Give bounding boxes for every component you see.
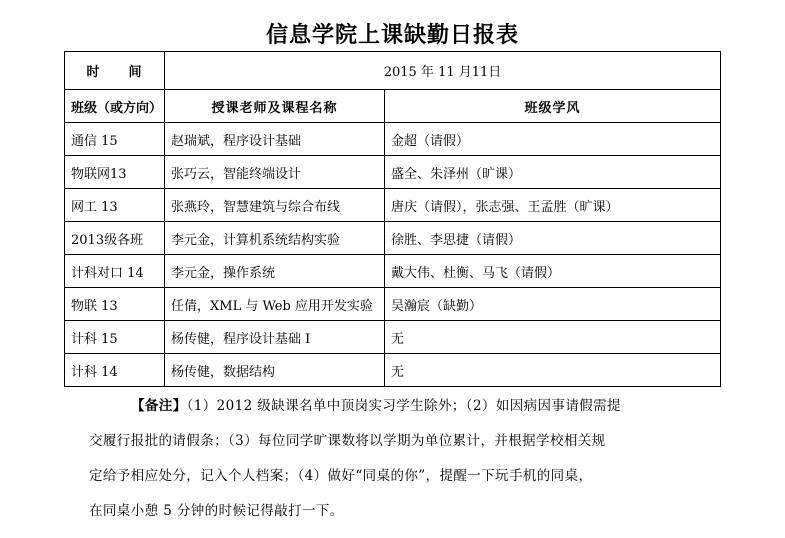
- table-row: [65, 321, 721, 354]
- table-row: [65, 222, 721, 255]
- teacher-course-cell: 张燕玲，智慧建筑与综合布线: [165, 189, 385, 222]
- remarks-text: （1）2012 级缺课名单中顶岗实习学生除外；（2）如因病因事请假需提: [186, 398, 621, 414]
- table-row: [65, 156, 721, 189]
- teacher-course-cell: 杨传健，数据结构: [165, 354, 385, 387]
- header-class: 班级（或方向）: [65, 90, 165, 123]
- teacher-course-cell: 李元金，操作系统: [165, 255, 385, 288]
- table-row: [65, 288, 721, 321]
- remarks-tag: 【备注】: [131, 398, 187, 414]
- teacher-course-cell: 杨传健，程序设计基础 I: [165, 321, 385, 354]
- class-style-cell: 戴大伟、杜衡、马飞（请假）: [385, 255, 721, 288]
- remarks-line: 在同桌小憩 5 分钟的时候记得敲打一下。: [89, 503, 344, 519]
- class-cell: 2013级各班: [65, 222, 165, 255]
- class-style-cell: 徐胜、李思捷（请假）: [385, 222, 721, 255]
- class-style-cell: 金超（请假）: [385, 123, 721, 156]
- class-cell: 物联网13: [65, 156, 165, 189]
- teacher-course-cell: 张巧云，智能终端设计: [165, 156, 385, 189]
- table-row: [65, 123, 721, 156]
- teacher-course-cell: 赵瑞斌，程序设计基础: [165, 123, 385, 156]
- header-row: [65, 90, 721, 123]
- class-cell: 计科对口 14: [65, 255, 165, 288]
- class-style-cell: 吴瀚宸（缺勤）: [385, 288, 721, 321]
- class-style-cell: 盛全、朱泽州（旷课）: [385, 156, 721, 189]
- class-cell: 网工 13: [65, 189, 165, 222]
- class-cell: 计科 15: [65, 321, 165, 354]
- class-cell: 计科 14: [65, 354, 165, 387]
- report-title: 信息学院上课缺勤日报表: [265, 22, 519, 48]
- table-row: [65, 189, 721, 222]
- remarks-line: 定给予相应处分，记入个人档案；（4）做好“同桌的你”，提醒一下玩手机的同桌，: [89, 468, 593, 484]
- attendance-table: [64, 51, 721, 387]
- date-value: 2015 年 11 月11日: [165, 52, 721, 90]
- time-row: [65, 52, 721, 90]
- teacher-course-cell: 李元金，计算机系统结构实验: [165, 222, 385, 255]
- remarks-line: [89, 389, 699, 424]
- class-style-cell: 无: [385, 321, 721, 354]
- class-style-cell: 无: [385, 354, 721, 387]
- table-row: [65, 354, 721, 387]
- teacher-course-cell: 任倩，XML 与 Web 应用开发实验: [165, 288, 385, 321]
- header-teacher-course: 授课老师及课程名称: [165, 90, 385, 123]
- class-style-cell: 唐庆（请假），张志强、王孟胜（旷课）: [385, 189, 721, 222]
- class-cell: 物联 13: [65, 288, 165, 321]
- remarks-line: 交履行报批的请假条；（3）每位同学旷课数将以学期为单位累计，并根据学校相关规: [89, 433, 606, 449]
- time-label: 时 间: [65, 52, 165, 90]
- header-class-style: 班级学风: [385, 90, 721, 123]
- table-row: [65, 255, 721, 288]
- remarks-block: [89, 389, 699, 529]
- class-cell: 通信 15: [65, 123, 165, 156]
